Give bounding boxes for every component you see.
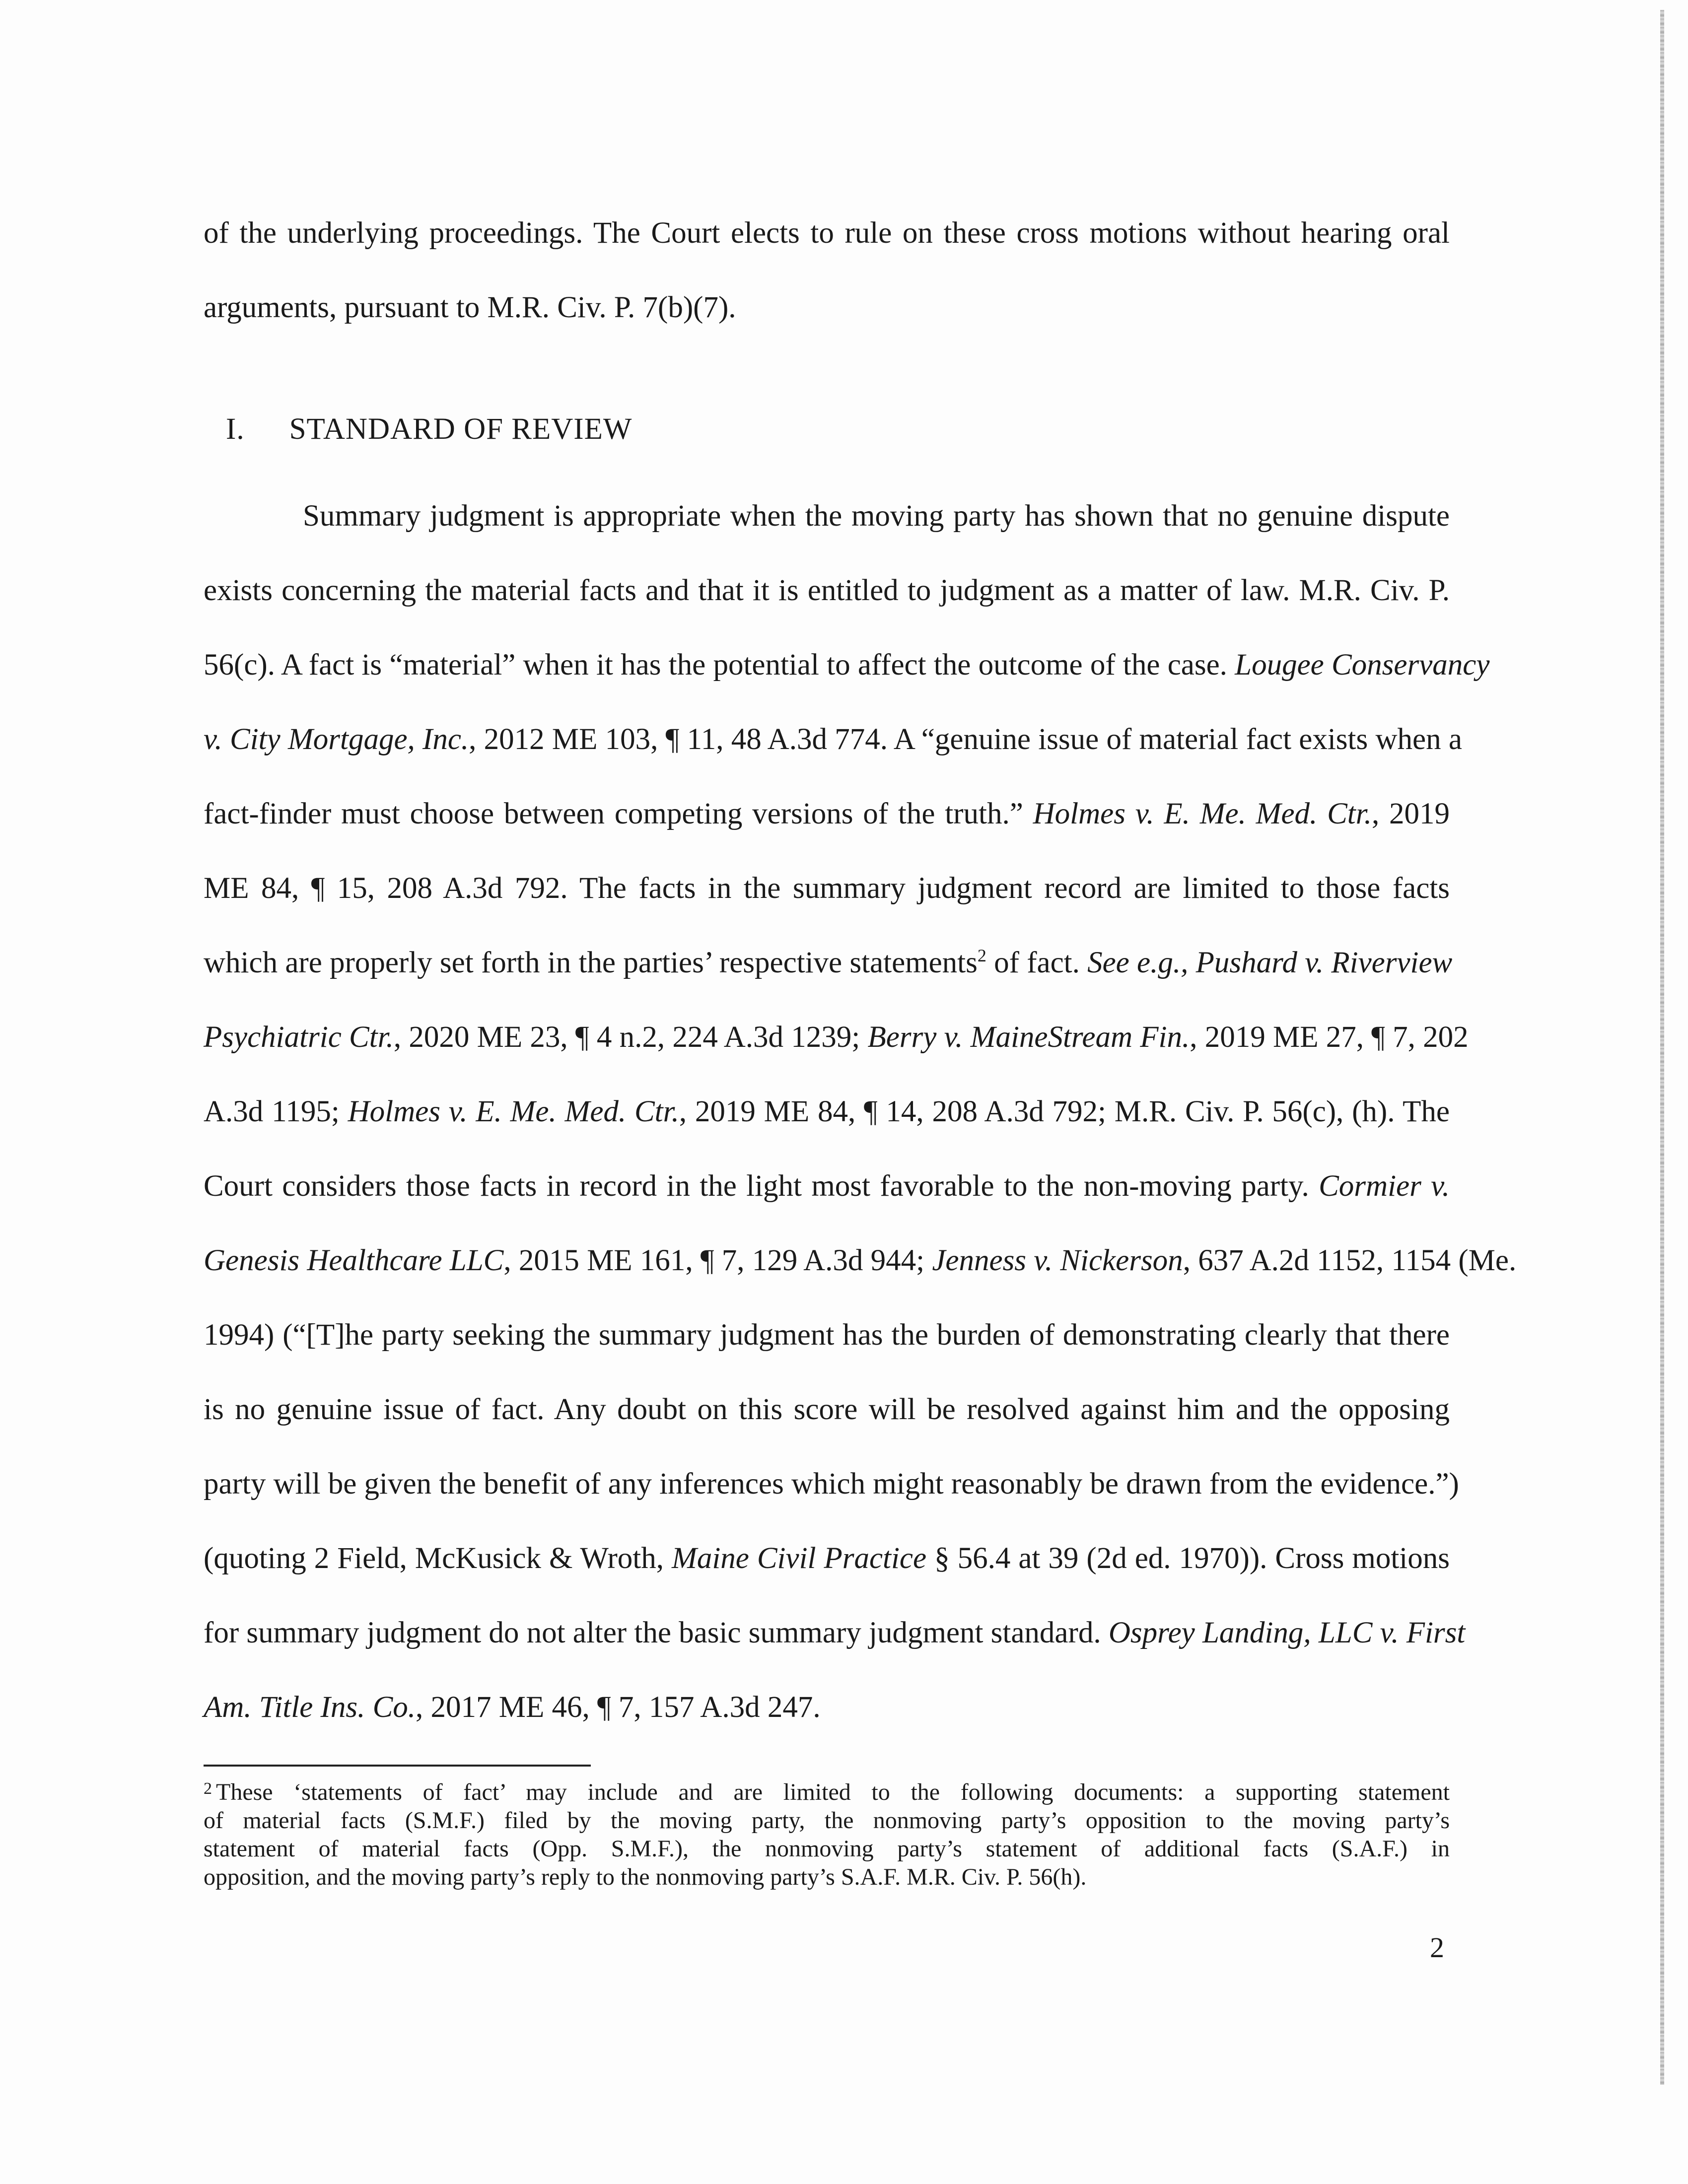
paragraph-line (204, 573, 1450, 648)
footnote-line: of material facts (S.M.F.) filed by the moving party, the nonmoving party’s opposition to the moving party’s (204, 1807, 1450, 1834)
paragraph-line (204, 946, 1453, 1020)
case-citation: Holmes v. E. Me. Med. Ctr. (1033, 797, 1372, 830)
page-number: 2 (1430, 1931, 1444, 1964)
case-citation: Cormier v. (1319, 1169, 1450, 1203)
paragraph-line (204, 1541, 1450, 1616)
text-run: § 56.4 at 39 (2d ed. 1970)). Cross motions (926, 1542, 1450, 1575)
case-citation: v. City Mortgage, Inc. (204, 723, 469, 756)
paragraph-line (204, 1690, 1450, 1765)
text-run: 56(c). A fact is “material” when it has the potential to affect the outcome of the case. (204, 648, 1235, 682)
case-citation: See e.g., Pushard v. Riverview (1087, 946, 1453, 979)
text-run: , 2012 ME 103, ¶ 11, 48 A.3d 774. A “genuine issue of material fact exists when a (469, 723, 1462, 756)
paragraph-line (204, 648, 1490, 722)
case-citation: Am. Title Ins. Co. (204, 1691, 416, 1724)
paragraph-line (204, 1243, 1517, 1318)
text-run: ME 84, ¶ 15, 208 A.3d 792. The facts in the summary judgment record are limited to those facts (204, 872, 1450, 905)
case-citation: Psychiatric Ctr. (204, 1021, 394, 1054)
text-run: Court considers those facts in record in the light most favorable to the non-moving party. (204, 1169, 1319, 1203)
paragraph-line (204, 871, 1450, 946)
text-run: of fact. (986, 946, 1088, 979)
text-run: , 2017 ME 46, ¶ 7, 157 A.3d 247. (416, 1691, 821, 1724)
text-run: , 2020 ME 23, ¶ 4 n.2, 224 A.3d 1239; (393, 1021, 868, 1054)
case-citation: Jenness v. Nickerson (932, 1244, 1183, 1277)
text-run: , 2015 ME 161, ¶ 7, 129 A.3d 944; (503, 1244, 932, 1277)
text-run: These ‘statements of fact’ may include and are limited to the following documents: a supporting statement (216, 1779, 1450, 1805)
case-citation: Genesis Healthcare LLC (204, 1244, 504, 1277)
footnote-reference: 2 (977, 946, 986, 965)
intro-line: of the underlying proceedings. The Court elects to rule on these cross motions without hearing oral (204, 216, 1450, 250)
text-run: which are properly set forth in the parties’ respective statements (204, 946, 978, 979)
case-citation: Berry v. MaineStream Fin. (867, 1021, 1190, 1054)
text-run: party will be given the benefit of any inferences which might reasonably be drawn from the evidence.”) (204, 1467, 1459, 1501)
text-run: (quoting 2 Field, McKusick & Wroth, (204, 1542, 672, 1575)
treatise-title: Maine Civil Practice (672, 1542, 927, 1575)
text-run: fact-finder must choose between competing versions of the truth.” (204, 797, 1033, 830)
paragraph-line (204, 1094, 1450, 1169)
paragraph-line (204, 1467, 1459, 1541)
paragraph-line (204, 722, 1462, 797)
text-run: A.3d 1195; (204, 1095, 348, 1128)
footnote-line (204, 1774, 1450, 1806)
case-citation: Osprey Landing, LLC v. First (1108, 1616, 1466, 1649)
section-number: I. (226, 412, 245, 446)
section-heading (226, 412, 632, 447)
intro-text (204, 196, 1450, 345)
standard-of-review-paragraph (204, 499, 1517, 1765)
paragraph-line (204, 1020, 1469, 1094)
footnote-line: statement of material facts (Opp. S.M.F.), the nonmoving party’s statement of additional facts (S.A.F.) in (204, 1836, 1450, 1862)
text-run: , 2019 ME 27, ¶ 7, 202 (1190, 1021, 1469, 1054)
paragraph-line (204, 797, 1450, 871)
case-citation: Holmes v. E. Me. Med. Ctr. (348, 1095, 679, 1128)
paragraph-line (204, 1616, 1466, 1690)
footnote-number: 2 (204, 1779, 212, 1798)
scan-edge-artifact (1660, 10, 1664, 2085)
footnote-divider (204, 1765, 591, 1767)
text-run: , 2019 (1371, 797, 1450, 830)
text-run: , 637 A.2d 1152, 1154 (Me. (1183, 1244, 1517, 1277)
footnote (204, 1774, 1450, 1891)
paragraph-line (204, 1169, 1450, 1243)
intro-line: arguments, pursuant to M.R. Civ. P. 7(b)(7). (204, 291, 736, 324)
paragraph-line (204, 499, 1450, 573)
text-run: 1994) (“[T]he party seeking the summary judgment has the burden of demonstrating clearly that there (204, 1318, 1450, 1352)
paragraph-line (204, 1392, 1450, 1467)
text-run: , 2019 ME 84, ¶ 14, 208 A.3d 792; M.R. Civ. P. 56(c), (h). The (679, 1095, 1450, 1128)
text-run: is no genuine issue of fact. Any doubt on this score will be resolved against him and the opposing (204, 1393, 1450, 1426)
text-run: Summary judgment is appropriate when the moving party has shown that no genuine dispute (303, 499, 1450, 533)
text-run: for summary judgment do not alter the basic summary judgment standard. (204, 1616, 1109, 1649)
text-run: exists concerning the material facts and that it is entitled to judgment as a matter of law. M.R. Civ. P. (204, 574, 1450, 607)
case-citation: Lougee Conservancy (1235, 648, 1490, 682)
paragraph-line (204, 1318, 1450, 1392)
section-title: STANDARD OF REVIEW (289, 412, 633, 446)
footnote-line: opposition, and the moving party’s reply to the nonmoving party’s S.A.F. M.R. Civ. P. 56(h). (204, 1864, 1087, 1890)
